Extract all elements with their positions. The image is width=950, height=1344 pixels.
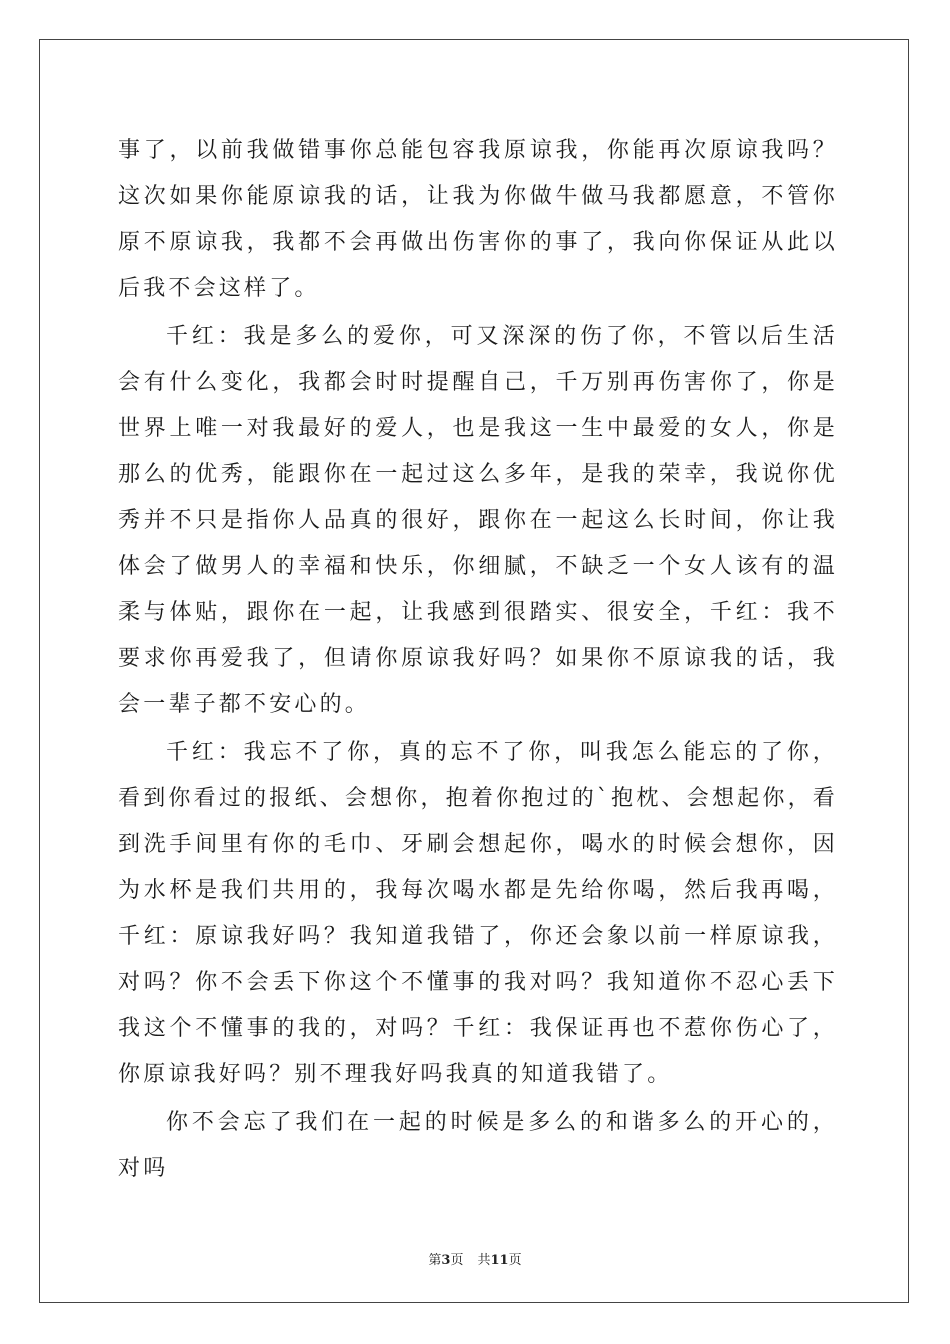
total-suffix: 页 [508,1253,522,1268]
paragraph-4: 你不会忘了我们在一起的时候是多么的和谐多么的开心的，对吗 [118,1110,838,1181]
total-page-number: 11 [490,1253,509,1268]
page-prefix: 第 [428,1253,442,1268]
paragraph-2: 千红：我是多么的爱你，可又深深的伤了你，不管以后生活会有什么变化，我都会时时提醒自己，千万别再伤害你了，你是世界上唯一对我最好的爱人，也是我这一生中最爱的女人，你是那么的优秀，能跟你在一起过这么多年，是我的荣幸，我说你优秀并不只是指你人品真的很好，跟你在一起这么长时间，你让我体会了做男人的幸福和快乐，你细腻，不缺乏一个女人该有的温柔与体贴，跟你在一起，让我感到很踏实、很安全，千红：我不要求你再爱我了，但请你原谅我好吗？如果你不原谅我的话，我会一辈子都不安心的。 [118,324,838,717]
paragraph-3: 千红：我忘不了你，真的忘不了你，叫我怎么能忘的了你，看到你看过的报纸、会想你，抱着你抱过的`抱枕、会想起你，看到洗手间里有你的毛巾、牙刷会想起你，喝水的时候会想你，因为水杯是我们共用的，我每次喝水都是先给你喝，然后我再喝，千红：原谅我好吗？我知道我错了，你还会象以前一样原谅我，对吗？你不会丢下你这个不懂事的我对吗？我知道你不忍心丢下我这个不懂事的我的，对吗？千红：我保证再也不惹你伤心了，你原谅我好吗？别不理我好吗我真的知道我错了。 [118,740,838,1087]
paragraph-1: 事了，以前我做错事你总能包容我原谅我，你能再次原谅我吗？这次如果你能原谅我的话，让我为你做牛做马我都愿意，不管你原不原谅我，我都不会再做出伤害你的事了，我向你保证从此以后我不会这样了。 [118,138,838,301]
current-page-number: 3 [441,1253,451,1268]
document-body [118,128,838,1194]
page-number-label [428,1253,463,1268]
total-pages-label [477,1253,521,1268]
total-prefix: 共 [477,1253,491,1268]
page-footer [0,1249,950,1268]
page-suffix: 页 [450,1253,464,1268]
